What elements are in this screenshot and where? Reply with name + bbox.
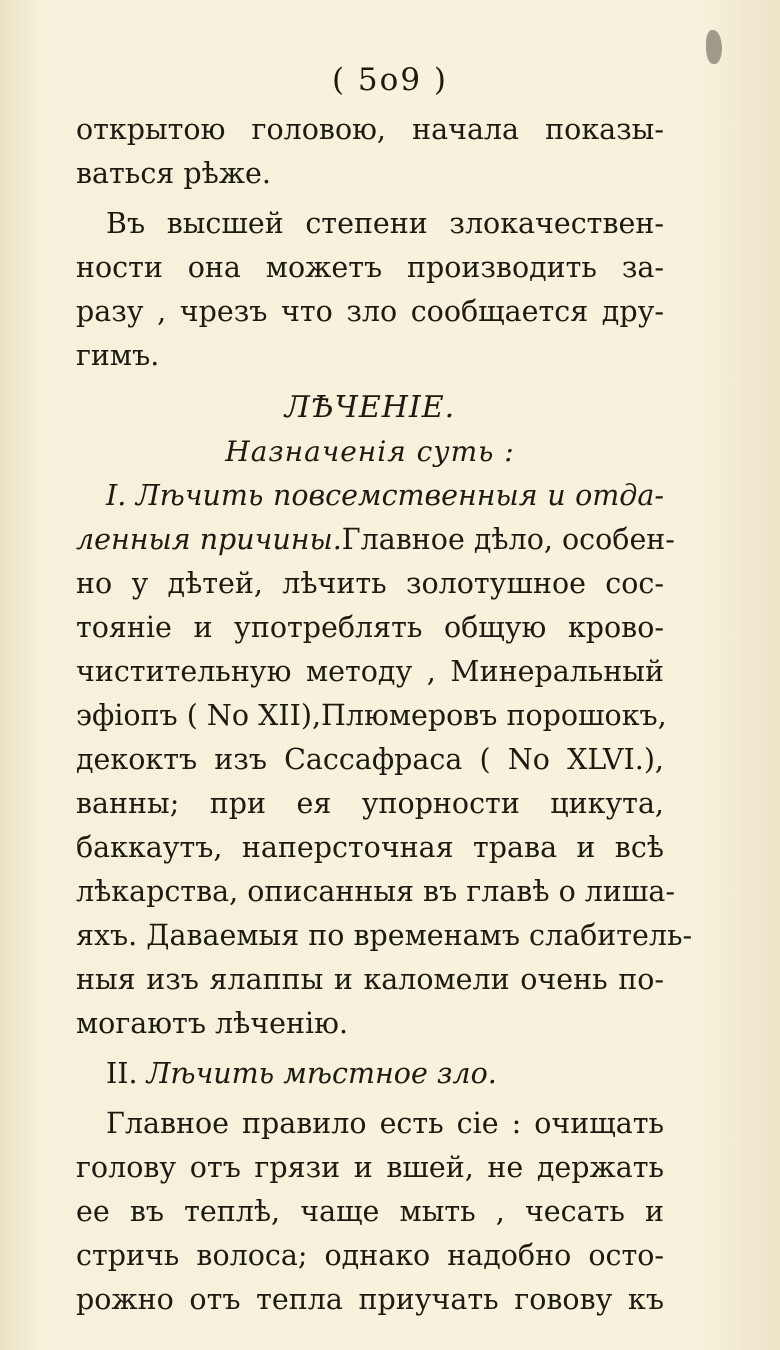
page-stain <box>706 30 722 64</box>
text-segment: Главное правило есть сіе : очищать <box>106 1107 664 1140</box>
text-line <box>76 958 664 1002</box>
italic-text-segment: Лѣчить мѣстное зло. <box>146 1057 497 1090</box>
page-number: ( 5о9 ) <box>331 62 448 98</box>
text-line <box>76 152 664 196</box>
text-segment: ваться рѣже. <box>76 157 271 190</box>
text-line <box>76 826 664 870</box>
text-segment: гимъ. <box>76 339 160 372</box>
italic-text-segment: ленныя причины. <box>76 523 342 556</box>
text-segment: яхъ. Даваемыя по временамъ слабитель- <box>76 919 693 952</box>
text-line <box>76 1278 664 1322</box>
body-text <box>76 108 693 1322</box>
text-line <box>76 246 664 290</box>
text-line <box>76 650 664 694</box>
text-line <box>76 1052 664 1096</box>
text-segment: Въ высшей степени злокачествен- <box>106 207 664 240</box>
text-segment: ванны; при ея упорности цикута, <box>76 787 664 820</box>
text-segment: голову отъ грязи и вшей, не держать <box>76 1151 664 1184</box>
text-segment: Главное дѣло, особен- <box>341 523 675 556</box>
text-line <box>76 738 664 782</box>
text-line <box>76 606 664 650</box>
text-segment: тояніе и употреблять общую крово- <box>76 611 664 644</box>
text-line <box>76 562 664 606</box>
text-line <box>76 1234 664 1278</box>
text-line <box>76 334 664 378</box>
text-segment: лѣкарства, описанныя въ главѣ о лиша- <box>76 875 676 908</box>
text-segment: но у дѣтей, лѣчить золотушное сос- <box>76 567 664 600</box>
italic-text-segment: I. Лѣчить повсемственныя и отда- <box>106 479 664 512</box>
text-segment: открытою головою, начала показы- <box>76 113 664 146</box>
text-segment: эфіопъ ( No XII),Плюмеровъ порошокъ, <box>76 699 667 732</box>
text-segment: Назначенія суть : <box>225 435 515 468</box>
text-segment: могаютъ лѣченію. <box>76 1007 349 1040</box>
text-line <box>76 694 667 738</box>
text-segment: ее въ теплѣ, чаще мыть , чесать и <box>76 1195 664 1228</box>
text-line <box>76 782 664 826</box>
text-line <box>76 202 664 246</box>
text-segment: стричь волоса; однако надобно осто- <box>76 1239 664 1272</box>
text-line <box>76 1102 664 1146</box>
text-segment: ности она можетъ производить за- <box>76 251 664 284</box>
text-line <box>76 430 664 474</box>
text-segment: ЛѢЧЕНІЕ. <box>284 390 456 425</box>
text-line <box>76 518 675 562</box>
text-segment: рожно отъ тепла приучать говову къ <box>76 1283 664 1316</box>
text-line <box>76 386 664 430</box>
text-line <box>76 914 693 958</box>
text-line <box>76 290 664 334</box>
text-segment: баккаутъ, наперсточная трава и всѣ <box>76 831 664 864</box>
text-segment: разу , чрезъ что зло сообщается дру- <box>76 295 664 328</box>
text-line <box>76 108 664 152</box>
text-line <box>76 870 676 914</box>
text-segment: ныя изъ ялаппы и каломели очень по- <box>76 963 664 996</box>
text-line <box>76 1002 664 1046</box>
text-segment: декоктъ изъ Сассафраса ( No XLVI.), <box>76 743 664 776</box>
text-line <box>76 474 664 518</box>
text-line <box>76 1146 664 1190</box>
text-line <box>76 1190 664 1234</box>
text-segment: чистительную методу , Минеральный <box>76 655 664 688</box>
text-segment: II. <box>106 1057 147 1090</box>
